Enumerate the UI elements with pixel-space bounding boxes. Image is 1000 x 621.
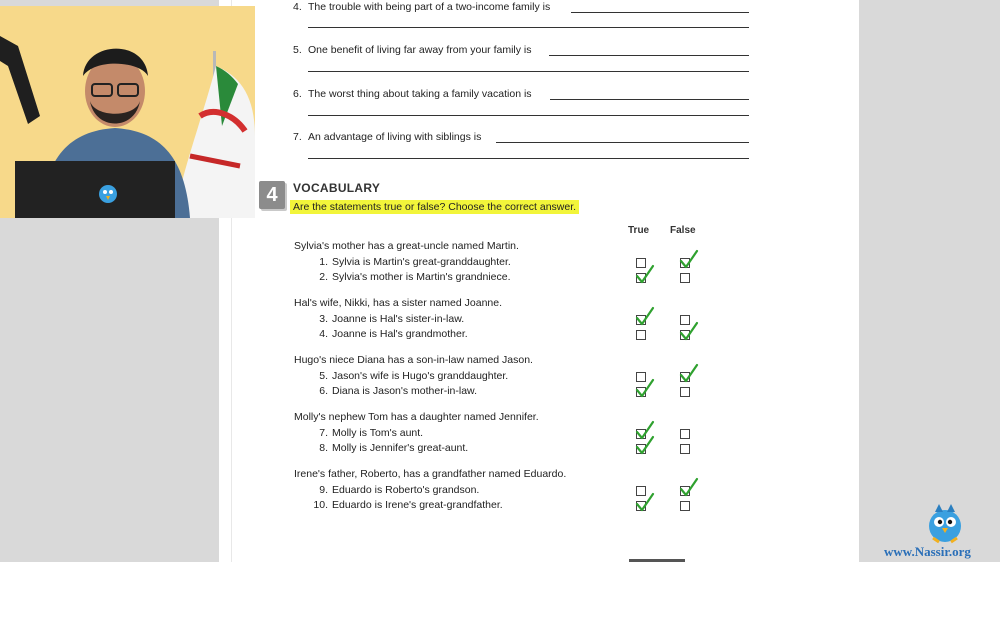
statement-number: 8. <box>319 442 328 454</box>
statement-row <box>311 484 479 496</box>
question-number: 7. <box>293 131 302 143</box>
statement-text: Joanne is Hal's sister-in-law. <box>332 313 465 325</box>
statement-row <box>311 256 511 268</box>
statement-text: Joanne is Hal's grandmother. <box>332 328 468 340</box>
false-checkbox[interactable] <box>680 501 690 511</box>
answer-line <box>308 71 749 72</box>
bird-logo-icon <box>925 500 965 544</box>
statement-number: 5. <box>319 370 328 382</box>
checkmark-icon <box>679 477 699 497</box>
question-6 <box>293 88 532 100</box>
false-checkbox[interactable] <box>680 273 690 283</box>
section-instruction: Are the statements true or false? Choose the correct answer. <box>290 200 579 214</box>
false-checkbox[interactable] <box>680 429 690 439</box>
statement-number: 10. <box>313 499 328 511</box>
false-checkbox[interactable] <box>680 444 690 454</box>
statement-number: 3. <box>319 313 328 325</box>
statement-number: 9. <box>319 484 328 496</box>
statement-text: Eduardo is Roberto's grandson. <box>332 484 480 496</box>
statement-number: 6. <box>319 385 328 397</box>
answer-line <box>308 27 749 28</box>
statement-text: Eduardo is Irene's great-grandfather. <box>332 499 503 511</box>
statement-row <box>311 385 477 397</box>
question-text: One benefit of living far away from your family is <box>308 44 532 56</box>
answer-line <box>308 158 749 159</box>
group-premise: Irene's father, Roberto, has a grandfather named Eduardo. <box>294 468 567 480</box>
statement-text: Sylvia's mother is Martin's grandniece. <box>332 271 511 283</box>
group-premise: Hal's wife, Nikki, has a sister named Joanne. <box>294 297 503 309</box>
false-column-header: False <box>670 225 696 236</box>
statement-number: 4. <box>319 328 328 340</box>
question-text: An advantage of living with siblings is <box>308 131 482 143</box>
statement-text: Molly is Jennifer's great-aunt. <box>332 442 469 454</box>
statement-row <box>311 370 508 382</box>
answer-line <box>308 115 749 116</box>
question-5 <box>293 44 532 56</box>
checkmark-icon <box>635 264 655 284</box>
true-checkbox[interactable] <box>636 330 646 340</box>
statement-row <box>311 427 423 439</box>
question-number: 4. <box>293 1 302 13</box>
question-number: 5. <box>293 44 302 56</box>
section-number-badge: 4 <box>259 181 285 209</box>
answer-line <box>496 142 749 143</box>
checkmark-icon <box>635 492 655 512</box>
statement-row <box>311 271 511 283</box>
workbook-page <box>219 0 859 562</box>
question-7 <box>293 131 481 143</box>
question-text: The worst thing about taking a family vacation is <box>308 88 532 100</box>
group-premise: Hugo's niece Diana has a son-in-law named Jason. <box>294 354 533 366</box>
section-title: VOCABULARY <box>293 181 381 195</box>
answer-line <box>550 99 749 100</box>
checkmark-icon <box>635 435 655 455</box>
footer-bar <box>629 559 685 562</box>
statement-text: Diana is Jason's mother-in-law. <box>332 385 477 397</box>
answer-line <box>549 55 749 56</box>
statement-number: 2. <box>319 271 328 283</box>
statement-number: 7. <box>319 427 328 439</box>
group-premise: Molly's nephew Tom has a daughter named Jennifer. <box>294 411 539 423</box>
checkmark-icon <box>679 363 699 383</box>
statement-row <box>311 313 464 325</box>
question-number: 6. <box>293 88 302 100</box>
presenter-video-frame <box>0 6 255 218</box>
question-4 <box>293 1 550 13</box>
statement-text: Molly is Tom's aunt. <box>332 427 424 439</box>
presenter-video <box>0 6 255 218</box>
checkmark-icon <box>679 249 699 269</box>
false-checkbox[interactable] <box>680 387 690 397</box>
statement-text: Jason's wife is Hugo's granddaughter. <box>332 370 509 382</box>
true-column-header: True <box>628 225 650 236</box>
checkmark-icon <box>635 306 655 326</box>
checkmark-icon <box>679 321 699 341</box>
question-text: The trouble with being part of a two-income family is <box>308 1 551 13</box>
group-premise: Sylvia's mother has a great-uncle named Martin. <box>294 240 519 252</box>
statement-row <box>311 499 503 511</box>
checkmark-icon <box>635 378 655 398</box>
statement-row <box>311 328 468 340</box>
statement-number: 1. <box>319 256 328 268</box>
statement-text: Sylvia is Martin's great-granddaughter. <box>332 256 511 268</box>
statement-row <box>311 442 468 454</box>
watermark-text: www.Nassir.org <box>884 544 971 559</box>
answer-line <box>571 12 749 13</box>
